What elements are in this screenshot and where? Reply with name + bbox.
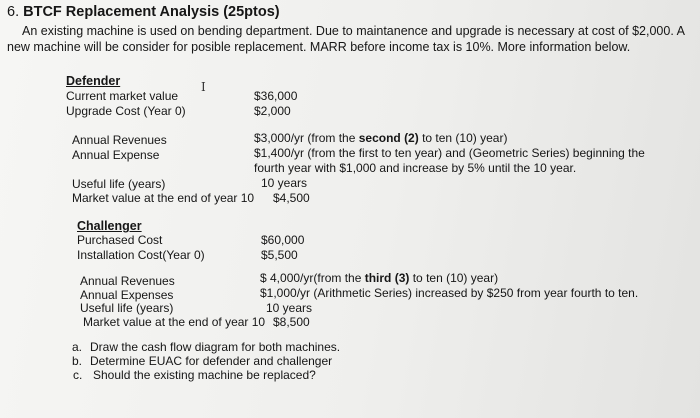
question-a-letter: a. — [72, 340, 83, 354]
problem-heading: BTCF Replacement Analysis (25ptos) — [23, 4, 280, 20]
defender-revenues-bold: second (2) — [358, 131, 419, 145]
intro-line-2: new machine will be consider for posible replacement. MARR before income tax is 10%. More information below. — [7, 40, 631, 54]
challenger-life-label: Useful life (years) — [80, 301, 174, 315]
defender-mv-end-label: Market value at the end of year 10 — [72, 191, 255, 205]
defender-expense-label: Annual Expense — [72, 148, 160, 162]
defender-revenues-value — [254, 131, 507, 145]
question-a — [72, 340, 340, 354]
defender-revenues-label: Annual Revenues — [72, 133, 167, 147]
challenger-revenues-pre: $ 4,000/yr(from the — [260, 271, 365, 285]
challenger-install-label: Installation Cost(Year 0) — [77, 248, 205, 262]
question-b-text: Determine EUAC for defender and challenger — [90, 354, 333, 368]
challenger-mv-end-label: Market value at the end of year 10 — [83, 315, 266, 329]
defender-market-value-label: Current market value — [66, 89, 179, 103]
challenger-revenues-post: to ten (10) year) — [409, 271, 499, 285]
problem-number: 6. — [7, 4, 20, 20]
defender-header: Defender — [66, 74, 121, 88]
question-b — [72, 354, 332, 368]
challenger-life-value: 10 years — [266, 301, 313, 315]
defender-life-label: Useful life (years) — [72, 177, 166, 191]
question-c — [73, 368, 316, 382]
problem-title — [7, 4, 280, 20]
question-c-letter: c. — [73, 368, 83, 382]
challenger-mv-end-value: $8,500 — [273, 315, 310, 329]
defender-upgrade-label: Upgrade Cost (Year 0) — [66, 104, 186, 118]
defender-revenues-post: to ten (10) year) — [418, 131, 508, 145]
challenger-expenses-value: $1,000/yr (Arithmetic Series) increased by $250 from year fourth to ten. — [260, 286, 639, 300]
challenger-purchased-value: $60,000 — [261, 233, 305, 247]
defender-expense-line-2: fourth year with $1,000 and increase by 5% until the 10 year. — [254, 161, 577, 175]
challenger-revenues-bold: third (3) — [364, 271, 410, 285]
challenger-revenues-label: Annual Revenues — [80, 274, 175, 288]
text-cursor-icon: I — [201, 80, 206, 94]
challenger-install-value: $5,500 — [261, 248, 298, 262]
defender-expense-line-1: $1,400/yr (from the first to ten year) and (Geometric Series) beginning the — [254, 146, 645, 160]
defender-market-value: $36,000 — [254, 89, 298, 103]
question-a-text: Draw the cash flow diagram for both machines. — [90, 340, 341, 354]
challenger-expenses-label: Annual Expenses — [80, 288, 174, 302]
defender-revenues-pre: $3,000/yr (from the — [254, 131, 359, 145]
defender-mv-end-value: $4,500 — [273, 191, 310, 205]
challenger-header: Challenger — [77, 219, 142, 233]
question-b-letter: b. — [72, 354, 83, 368]
defender-life-value: 10 years — [261, 176, 308, 190]
challenger-purchased-label: Purchased Cost — [77, 233, 163, 247]
question-c-text: Should the existing machine be replaced? — [93, 368, 316, 382]
challenger-revenues-value — [260, 271, 498, 285]
intro-line-1: An existing machine is used on bending department. Due to maintanence and upgrade is necessary at cost of $2,000. A — [22, 24, 685, 38]
defender-upgrade-value: $2,000 — [254, 104, 291, 118]
